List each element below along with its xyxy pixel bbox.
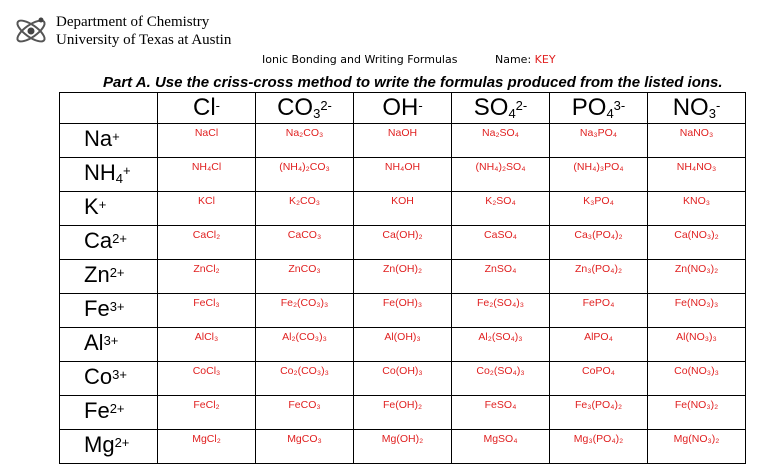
cation-cell <box>60 158 158 192</box>
cation-cell <box>60 226 158 260</box>
cation-symbol: NH <box>84 160 116 185</box>
cation-charge: 2+ <box>109 401 125 416</box>
formula-cell: Na₂SO₄ <box>452 124 550 158</box>
formula-cell: NH₄OH <box>354 158 452 192</box>
anion-header-cell <box>648 93 746 124</box>
formula-cell: Na₃PO₄ <box>550 124 648 158</box>
anion-symbol: SO <box>473 94 509 121</box>
cation-symbol: Ca <box>84 228 113 253</box>
cation-subscript: 4 <box>115 171 124 186</box>
formula-cell: KCl <box>158 192 256 226</box>
table-row <box>60 328 746 362</box>
formula-cell: Zn(OH)₂ <box>354 260 452 294</box>
cation-charge: 3+ <box>103 333 119 348</box>
formula-cell: NH₄Cl <box>158 158 256 192</box>
cation-charge: 3+ <box>112 367 127 382</box>
table-row <box>60 192 746 226</box>
formula-cell: (NH₄)₂SO₄ <box>452 158 550 192</box>
formula-cell: FeCl₂ <box>158 396 256 430</box>
formula-cell: FePO₄ <box>550 294 648 328</box>
formula-cell: Fe₃(PO₄)₂ <box>550 396 648 430</box>
formula-cell: K₃PO₄ <box>550 192 648 226</box>
formula-cell: CoPO₄ <box>550 362 648 396</box>
university-name: University of Texas at Austin <box>56 32 232 48</box>
table-row <box>60 124 746 158</box>
formula-cell: Fe(NO₃)₃ <box>648 294 746 328</box>
formula-cell: AlCl₃ <box>158 328 256 362</box>
formula-cell: MgSO₄ <box>452 430 550 464</box>
cation-charge: 3+ <box>109 299 125 314</box>
cation-charge: 2+ <box>112 231 127 246</box>
organization-text <box>56 13 231 49</box>
formula-cell: CoCl₃ <box>158 362 256 396</box>
cation-symbol: Al <box>84 330 104 355</box>
cation-cell <box>60 362 158 396</box>
anion-symbol: Cl <box>192 94 216 121</box>
formula-cell: (NH₄)₂CO₃ <box>256 158 354 192</box>
formula-cell: KOH <box>354 192 452 226</box>
anion-subscript: 4 <box>508 106 516 121</box>
cation-cell <box>60 294 158 328</box>
anion-charge: 3- <box>613 98 626 113</box>
formula-cell: Fe₂(SO₄)₃ <box>452 294 550 328</box>
table-row <box>60 430 746 464</box>
formula-cell: Zn₃(PO₄)₂ <box>550 260 648 294</box>
formula-cell: Ca₃(PO₄)₂ <box>550 226 648 260</box>
formula-cell: CaSO₄ <box>452 226 550 260</box>
corner-cell <box>60 93 158 124</box>
anion-subscript: 4 <box>606 106 614 121</box>
anion-charge: - <box>418 98 423 113</box>
formula-cell: K₂CO₃ <box>256 192 354 226</box>
formula-cell: Al(NO₃)₃ <box>648 328 746 362</box>
formula-cell: MgCO₃ <box>256 430 354 464</box>
cation-cell <box>60 124 158 158</box>
ion-formula-table <box>59 92 746 464</box>
anion-header-cell <box>158 93 256 124</box>
formula-cell: Co₂(CO₃)₃ <box>256 362 354 396</box>
formula-cell: Na₂CO₃ <box>256 124 354 158</box>
cation-cell <box>60 430 158 464</box>
name-field <box>495 53 556 66</box>
cation-symbol: Mg <box>84 432 115 457</box>
formula-cell: Mg(NO₃)₂ <box>648 430 746 464</box>
formula-cell: NaCl <box>158 124 256 158</box>
formula-cell: Ca(OH)₂ <box>354 226 452 260</box>
part-a-instructions: Part A. Use the criss-cross method to write the formulas produced from the listed ions. <box>103 74 723 91</box>
formula-cell: Al₂(CO₃)₃ <box>256 328 354 362</box>
formula-cell: NaNO₃ <box>648 124 746 158</box>
formula-cell: NaOH <box>354 124 452 158</box>
anion-header-row <box>60 93 746 124</box>
formula-cell: Fe(OH)₂ <box>354 396 452 430</box>
formula-cell: Fe(OH)₃ <box>354 294 452 328</box>
table-row <box>60 294 746 328</box>
formula-cell: K₂SO₄ <box>452 192 550 226</box>
formula-cell: Mg₃(PO₄)₂ <box>550 430 648 464</box>
anion-header-cell <box>354 93 452 124</box>
anion-header-cell <box>452 93 550 124</box>
table-row <box>60 158 746 192</box>
department-name: Department of Chemistry <box>56 14 210 30</box>
worksheet-title: Ionic Bonding and Writing Formulas <box>262 53 458 66</box>
formula-cell: ZnCl₂ <box>158 260 256 294</box>
table-row <box>60 362 746 396</box>
formula-cell: NH₄NO₃ <box>648 158 746 192</box>
anion-charge: 2- <box>320 98 332 113</box>
cation-cell <box>60 328 158 362</box>
cation-symbol: Fe <box>84 398 110 423</box>
anion-symbol: CO <box>277 94 314 121</box>
formula-cell: Co₂(SO₄)₃ <box>452 362 550 396</box>
cation-cell <box>60 192 158 226</box>
formula-cell: FeSO₄ <box>452 396 550 430</box>
name-value: KEY <box>534 53 556 66</box>
anion-symbol: NO <box>672 94 709 121</box>
anion-subscript: 3 <box>708 106 716 121</box>
formula-cell: MgCl₂ <box>158 430 256 464</box>
formula-cell: FeCO₃ <box>256 396 354 430</box>
anion-header-cell <box>550 93 648 124</box>
formula-cell: Fe(NO₃)₂ <box>648 396 746 430</box>
cation-charge: 2+ <box>109 265 125 280</box>
cation-symbol: Co <box>84 364 113 389</box>
formula-cell: Zn(NO₃)₂ <box>648 260 746 294</box>
cation-cell <box>60 396 158 430</box>
formula-cell: ZnSO₄ <box>452 260 550 294</box>
anion-symbol: PO <box>571 94 607 121</box>
formula-cell: Mg(OH)₂ <box>354 430 452 464</box>
cation-charge: + <box>112 129 120 144</box>
formula-cell: (NH₄)₃PO₄ <box>550 158 648 192</box>
formula-cell: Fe₂(CO₃)₃ <box>256 294 354 328</box>
anion-symbol: OH <box>382 94 419 121</box>
table-row <box>60 396 746 430</box>
name-label: Name: <box>495 53 532 66</box>
formula-cell: KNO₃ <box>648 192 746 226</box>
formula-cell: Co(NO₃)₃ <box>648 362 746 396</box>
formula-cell: Co(OH)₃ <box>354 362 452 396</box>
table-row <box>60 226 746 260</box>
cation-symbol: Na <box>84 126 113 151</box>
cation-symbol: Zn <box>84 262 110 287</box>
atom-logo-icon <box>12 12 50 50</box>
anion-charge: - <box>715 98 721 113</box>
cation-cell <box>60 260 158 294</box>
cation-symbol: Fe <box>84 296 110 321</box>
cation-charge: 2+ <box>114 435 130 450</box>
cation-symbol: K <box>84 194 99 219</box>
table-row <box>60 260 746 294</box>
formula-cell: Ca(NO₃)₂ <box>648 226 746 260</box>
formula-cell: Al(OH)₃ <box>354 328 452 362</box>
anion-header-cell <box>256 93 354 124</box>
formula-cell: CaCO₃ <box>256 226 354 260</box>
formula-cell: AlPO₄ <box>550 328 648 362</box>
anion-subscript: 3 <box>313 106 321 121</box>
formula-cell: CaCl₂ <box>158 226 256 260</box>
cation-charge: + <box>123 163 131 178</box>
anion-charge: 2- <box>515 98 528 113</box>
formula-cell: Al₂(SO₄)₃ <box>452 328 550 362</box>
formula-cell: ZnCO₃ <box>256 260 354 294</box>
formula-cell: FeCl₃ <box>158 294 256 328</box>
anion-charge: - <box>215 98 220 113</box>
cation-charge: + <box>98 197 107 212</box>
